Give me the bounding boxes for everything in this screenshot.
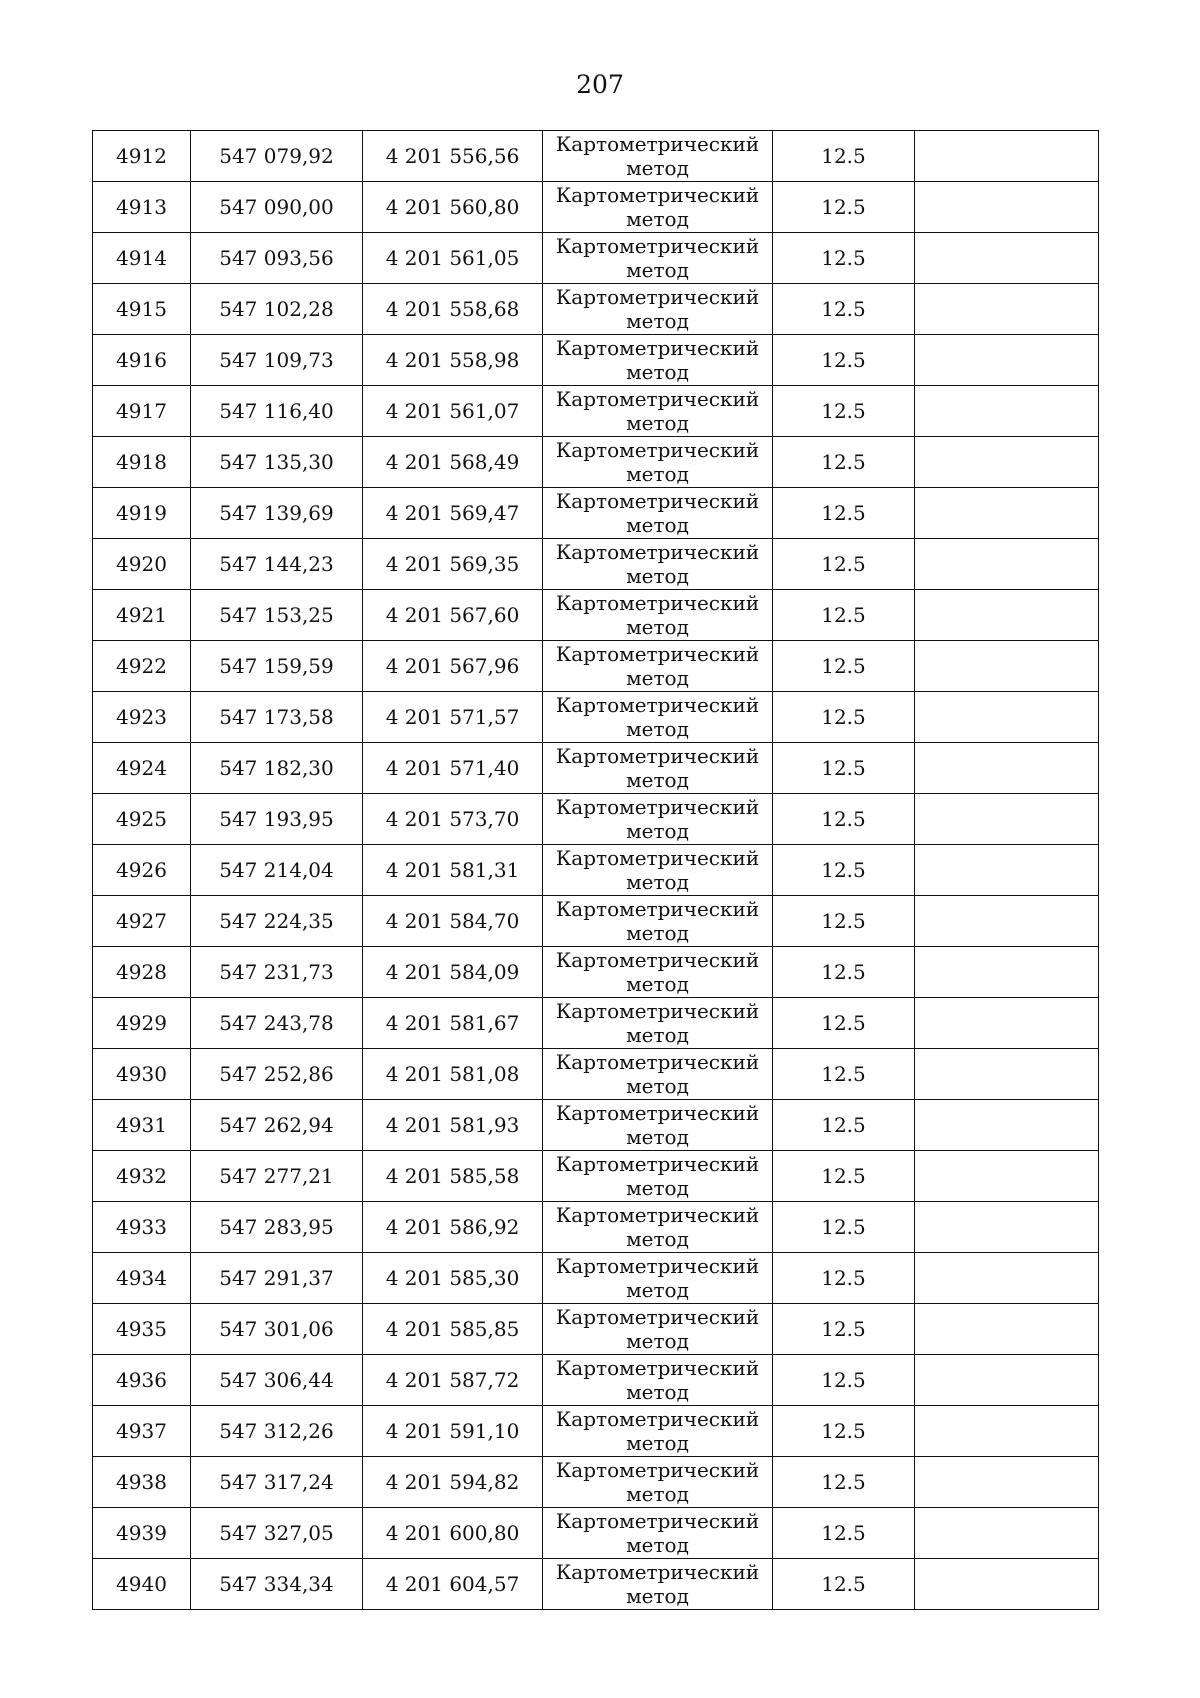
note-cell xyxy=(915,1559,1099,1610)
y-coordinate-cell: 4 201 567,60 xyxy=(363,590,543,641)
coordinates-table-body xyxy=(93,131,1099,1610)
x-coordinate-cell: 547 193,95 xyxy=(191,794,363,845)
y-coordinate-cell: 4 201 560,80 xyxy=(363,182,543,233)
method-line: метод xyxy=(626,615,689,639)
x-coordinate-cell: 547 139,69 xyxy=(191,488,363,539)
table-row xyxy=(93,335,1099,386)
method-line: метод xyxy=(626,1533,689,1557)
y-coordinate-cell: 4 201 584,09 xyxy=(363,947,543,998)
method-line: метод xyxy=(626,666,689,690)
accuracy-cell: 12.5 xyxy=(773,1559,915,1610)
point-number-cell: 4930 xyxy=(93,1049,191,1100)
method-line: Картометрический xyxy=(555,1407,760,1431)
method-cell xyxy=(543,182,773,233)
point-number-cell: 4939 xyxy=(93,1508,191,1559)
y-coordinate-cell: 4 201 567,96 xyxy=(363,641,543,692)
point-number-cell: 4916 xyxy=(93,335,191,386)
x-coordinate-cell: 547 317,24 xyxy=(191,1457,363,1508)
point-number-cell: 4928 xyxy=(93,947,191,998)
table-row xyxy=(93,896,1099,947)
method-cell xyxy=(543,131,773,182)
note-cell xyxy=(915,131,1099,182)
x-coordinate-cell: 547 252,86 xyxy=(191,1049,363,1100)
method-line: метод xyxy=(626,1023,689,1047)
note-cell xyxy=(915,947,1099,998)
point-number-cell: 4925 xyxy=(93,794,191,845)
accuracy-cell: 12.5 xyxy=(773,947,915,998)
y-coordinate-cell: 4 201 585,30 xyxy=(363,1253,543,1304)
x-coordinate-cell: 547 153,25 xyxy=(191,590,363,641)
table-row xyxy=(93,284,1099,335)
method-line: Картометрический xyxy=(555,795,760,819)
x-coordinate-cell: 547 306,44 xyxy=(191,1355,363,1406)
note-cell xyxy=(915,896,1099,947)
method-cell xyxy=(543,1202,773,1253)
y-coordinate-cell: 4 201 586,92 xyxy=(363,1202,543,1253)
method-line: Картометрический xyxy=(555,1560,760,1584)
note-cell xyxy=(915,1355,1099,1406)
y-coordinate-cell: 4 201 569,35 xyxy=(363,539,543,590)
accuracy-cell: 12.5 xyxy=(773,794,915,845)
method-line: Картометрический xyxy=(555,999,760,1023)
table-row xyxy=(93,590,1099,641)
table-row xyxy=(93,1406,1099,1457)
method-line: Картометрический xyxy=(555,1305,760,1329)
method-line: метод xyxy=(626,768,689,792)
point-number-cell: 4920 xyxy=(93,539,191,590)
method-cell xyxy=(543,590,773,641)
note-cell xyxy=(915,1049,1099,1100)
method-line: Картометрический xyxy=(555,387,760,411)
method-line: Картометрический xyxy=(555,1050,760,1074)
method-line: метод xyxy=(626,258,689,282)
accuracy-cell: 12.5 xyxy=(773,233,915,284)
method-cell xyxy=(543,743,773,794)
table-row xyxy=(93,641,1099,692)
point-number-cell: 4929 xyxy=(93,998,191,1049)
table-row xyxy=(93,1559,1099,1610)
y-coordinate-cell: 4 201 569,47 xyxy=(363,488,543,539)
method-cell xyxy=(543,1406,773,1457)
table-row xyxy=(93,437,1099,488)
table-row xyxy=(93,233,1099,284)
method-line: Картометрический xyxy=(555,1509,760,1533)
point-number-cell: 4935 xyxy=(93,1304,191,1355)
method-line: метод xyxy=(626,1176,689,1200)
x-coordinate-cell: 547 159,59 xyxy=(191,641,363,692)
accuracy-cell: 12.5 xyxy=(773,182,915,233)
accuracy-cell: 12.5 xyxy=(773,1100,915,1151)
point-number-cell: 4937 xyxy=(93,1406,191,1457)
table-row xyxy=(93,1457,1099,1508)
y-coordinate-cell: 4 201 571,40 xyxy=(363,743,543,794)
method-line: метод xyxy=(626,1380,689,1404)
method-cell xyxy=(543,641,773,692)
note-cell xyxy=(915,437,1099,488)
point-number-cell: 4924 xyxy=(93,743,191,794)
y-coordinate-cell: 4 201 568,49 xyxy=(363,437,543,488)
table-row xyxy=(93,1253,1099,1304)
method-cell xyxy=(543,386,773,437)
method-line: Картометрический xyxy=(555,693,760,717)
note-cell xyxy=(915,233,1099,284)
note-cell xyxy=(915,743,1099,794)
method-line: Картометрический xyxy=(555,285,760,309)
x-coordinate-cell: 547 334,34 xyxy=(191,1559,363,1610)
point-number-cell: 4931 xyxy=(93,1100,191,1151)
method-line: метод xyxy=(626,1227,689,1251)
method-line: Картометрический xyxy=(555,540,760,564)
note-cell xyxy=(915,1202,1099,1253)
method-line: метод xyxy=(626,1584,689,1608)
method-cell xyxy=(543,1508,773,1559)
note-cell xyxy=(915,335,1099,386)
method-line: Картометрический xyxy=(555,642,760,666)
x-coordinate-cell: 547 090,00 xyxy=(191,182,363,233)
method-line: Картометрический xyxy=(555,336,760,360)
x-coordinate-cell: 547 262,94 xyxy=(191,1100,363,1151)
table-row xyxy=(93,488,1099,539)
method-cell xyxy=(543,233,773,284)
accuracy-cell: 12.5 xyxy=(773,1355,915,1406)
table-row xyxy=(93,743,1099,794)
note-cell xyxy=(915,845,1099,896)
method-line: Картометрический xyxy=(555,1101,760,1125)
x-coordinate-cell: 547 224,35 xyxy=(191,896,363,947)
point-number-cell: 4936 xyxy=(93,1355,191,1406)
note-cell xyxy=(915,1151,1099,1202)
table-row xyxy=(93,1049,1099,1100)
x-coordinate-cell: 547 135,30 xyxy=(191,437,363,488)
accuracy-cell: 12.5 xyxy=(773,1304,915,1355)
note-cell xyxy=(915,1304,1099,1355)
point-number-cell: 4926 xyxy=(93,845,191,896)
coordinates-table xyxy=(92,130,1099,1610)
method-line: метод xyxy=(626,360,689,384)
method-line: Картометрический xyxy=(555,234,760,258)
method-line: метод xyxy=(626,564,689,588)
accuracy-cell: 12.5 xyxy=(773,845,915,896)
y-coordinate-cell: 4 201 604,57 xyxy=(363,1559,543,1610)
point-number-cell: 4932 xyxy=(93,1151,191,1202)
y-coordinate-cell: 4 201 573,70 xyxy=(363,794,543,845)
accuracy-cell: 12.5 xyxy=(773,1457,915,1508)
method-cell xyxy=(543,794,773,845)
table-row xyxy=(93,539,1099,590)
method-cell xyxy=(543,284,773,335)
method-line: Картометрический xyxy=(555,132,760,156)
note-cell xyxy=(915,692,1099,743)
accuracy-cell: 12.5 xyxy=(773,590,915,641)
x-coordinate-cell: 547 093,56 xyxy=(191,233,363,284)
point-number-cell: 4934 xyxy=(93,1253,191,1304)
accuracy-cell: 12.5 xyxy=(773,488,915,539)
table-row xyxy=(93,845,1099,896)
accuracy-cell: 12.5 xyxy=(773,1406,915,1457)
x-coordinate-cell: 547 231,73 xyxy=(191,947,363,998)
y-coordinate-cell: 4 201 585,85 xyxy=(363,1304,543,1355)
note-cell xyxy=(915,182,1099,233)
x-coordinate-cell: 547 291,37 xyxy=(191,1253,363,1304)
accuracy-cell: 12.5 xyxy=(773,896,915,947)
table-row xyxy=(93,1355,1099,1406)
method-cell xyxy=(543,845,773,896)
accuracy-cell: 12.5 xyxy=(773,1508,915,1559)
method-cell xyxy=(543,539,773,590)
y-coordinate-cell: 4 201 556,56 xyxy=(363,131,543,182)
table-row xyxy=(93,131,1099,182)
point-number-cell: 4913 xyxy=(93,182,191,233)
method-cell xyxy=(543,998,773,1049)
x-coordinate-cell: 547 301,06 xyxy=(191,1304,363,1355)
accuracy-cell: 12.5 xyxy=(773,1049,915,1100)
y-coordinate-cell: 4 201 584,70 xyxy=(363,896,543,947)
x-coordinate-cell: 547 243,78 xyxy=(191,998,363,1049)
x-coordinate-cell: 547 116,40 xyxy=(191,386,363,437)
note-cell xyxy=(915,1100,1099,1151)
accuracy-cell: 12.5 xyxy=(773,743,915,794)
method-line: метод xyxy=(626,1431,689,1455)
note-cell xyxy=(915,1457,1099,1508)
method-line: Картометрический xyxy=(555,489,760,513)
y-coordinate-cell: 4 201 585,58 xyxy=(363,1151,543,1202)
method-line: Картометрический xyxy=(555,183,760,207)
method-line: Картометрический xyxy=(555,1254,760,1278)
y-coordinate-cell: 4 201 594,82 xyxy=(363,1457,543,1508)
point-number-cell: 4918 xyxy=(93,437,191,488)
table-row xyxy=(93,794,1099,845)
note-cell xyxy=(915,1508,1099,1559)
note-cell xyxy=(915,386,1099,437)
y-coordinate-cell: 4 201 571,57 xyxy=(363,692,543,743)
note-cell xyxy=(915,539,1099,590)
note-cell xyxy=(915,998,1099,1049)
x-coordinate-cell: 547 283,95 xyxy=(191,1202,363,1253)
accuracy-cell: 12.5 xyxy=(773,1253,915,1304)
method-line: метод xyxy=(626,411,689,435)
table-row xyxy=(93,947,1099,998)
method-cell xyxy=(543,1559,773,1610)
accuracy-cell: 12.5 xyxy=(773,692,915,743)
method-line: Картометрический xyxy=(555,1203,760,1227)
note-cell xyxy=(915,641,1099,692)
accuracy-cell: 12.5 xyxy=(773,1202,915,1253)
note-cell xyxy=(915,1253,1099,1304)
x-coordinate-cell: 547 214,04 xyxy=(191,845,363,896)
point-number-cell: 4921 xyxy=(93,590,191,641)
accuracy-cell: 12.5 xyxy=(773,386,915,437)
accuracy-cell: 12.5 xyxy=(773,131,915,182)
method-line: Картометрический xyxy=(555,1356,760,1380)
y-coordinate-cell: 4 201 581,93 xyxy=(363,1100,543,1151)
y-coordinate-cell: 4 201 587,72 xyxy=(363,1355,543,1406)
x-coordinate-cell: 547 102,28 xyxy=(191,284,363,335)
method-cell xyxy=(543,1100,773,1151)
method-line: метод xyxy=(626,513,689,537)
table-row xyxy=(93,692,1099,743)
x-coordinate-cell: 547 173,58 xyxy=(191,692,363,743)
method-line: метод xyxy=(626,921,689,945)
method-cell xyxy=(543,896,773,947)
method-cell xyxy=(543,1049,773,1100)
method-line: метод xyxy=(626,462,689,486)
table-row xyxy=(93,1100,1099,1151)
method-line: метод xyxy=(626,717,689,741)
method-cell xyxy=(543,692,773,743)
method-line: Картометрический xyxy=(555,591,760,615)
x-coordinate-cell: 547 079,92 xyxy=(191,131,363,182)
x-coordinate-cell: 547 327,05 xyxy=(191,1508,363,1559)
y-coordinate-cell: 4 201 561,07 xyxy=(363,386,543,437)
accuracy-cell: 12.5 xyxy=(773,641,915,692)
y-coordinate-cell: 4 201 591,10 xyxy=(363,1406,543,1457)
y-coordinate-cell: 4 201 581,31 xyxy=(363,845,543,896)
method-line: Картометрический xyxy=(555,948,760,972)
note-cell xyxy=(915,590,1099,641)
method-cell xyxy=(543,437,773,488)
method-line: метод xyxy=(626,1074,689,1098)
x-coordinate-cell: 547 277,21 xyxy=(191,1151,363,1202)
y-coordinate-cell: 4 201 561,05 xyxy=(363,233,543,284)
method-line: Картометрический xyxy=(555,1152,760,1176)
y-coordinate-cell: 4 201 600,80 xyxy=(363,1508,543,1559)
method-line: метод xyxy=(626,1125,689,1149)
y-coordinate-cell: 4 201 558,68 xyxy=(363,284,543,335)
method-cell xyxy=(543,335,773,386)
table-row xyxy=(93,182,1099,233)
method-line: Картометрический xyxy=(555,744,760,768)
point-number-cell: 4922 xyxy=(93,641,191,692)
accuracy-cell: 12.5 xyxy=(773,437,915,488)
table-row xyxy=(93,1508,1099,1559)
method-cell xyxy=(543,1151,773,1202)
table-row xyxy=(93,998,1099,1049)
method-line: Картометрический xyxy=(555,438,760,462)
method-line: метод xyxy=(626,1482,689,1506)
method-cell xyxy=(543,1253,773,1304)
note-cell xyxy=(915,284,1099,335)
method-line: Картометрический xyxy=(555,846,760,870)
x-coordinate-cell: 547 312,26 xyxy=(191,1406,363,1457)
method-line: метод xyxy=(626,972,689,996)
page-number: 207 xyxy=(576,70,624,99)
x-coordinate-cell: 547 182,30 xyxy=(191,743,363,794)
method-line: метод xyxy=(626,207,689,231)
method-line: Картометрический xyxy=(555,897,760,921)
method-cell xyxy=(543,1457,773,1508)
method-line: метод xyxy=(626,1329,689,1353)
table-row xyxy=(93,1304,1099,1355)
accuracy-cell: 12.5 xyxy=(773,1151,915,1202)
point-number-cell: 4940 xyxy=(93,1559,191,1610)
x-coordinate-cell: 547 144,23 xyxy=(191,539,363,590)
method-line: метод xyxy=(626,870,689,894)
point-number-cell: 4923 xyxy=(93,692,191,743)
y-coordinate-cell: 4 201 558,98 xyxy=(363,335,543,386)
accuracy-cell: 12.5 xyxy=(773,335,915,386)
point-number-cell: 4933 xyxy=(93,1202,191,1253)
note-cell xyxy=(915,794,1099,845)
y-coordinate-cell: 4 201 581,08 xyxy=(363,1049,543,1100)
method-cell xyxy=(543,1304,773,1355)
note-cell xyxy=(915,488,1099,539)
table-row xyxy=(93,1151,1099,1202)
y-coordinate-cell: 4 201 581,67 xyxy=(363,998,543,1049)
point-number-cell: 4915 xyxy=(93,284,191,335)
point-number-cell: 4927 xyxy=(93,896,191,947)
point-number-cell: 4919 xyxy=(93,488,191,539)
point-number-cell: 4914 xyxy=(93,233,191,284)
accuracy-cell: 12.5 xyxy=(773,284,915,335)
method-line: метод xyxy=(626,309,689,333)
method-line: метод xyxy=(626,819,689,843)
accuracy-cell: 12.5 xyxy=(773,998,915,1049)
point-number-cell: 4917 xyxy=(93,386,191,437)
method-cell xyxy=(543,947,773,998)
x-coordinate-cell: 547 109,73 xyxy=(191,335,363,386)
method-line: Картометрический xyxy=(555,1458,760,1482)
table-row xyxy=(93,1202,1099,1253)
table-row xyxy=(93,386,1099,437)
note-cell xyxy=(915,1406,1099,1457)
method-cell xyxy=(543,488,773,539)
point-number-cell: 4912 xyxy=(93,131,191,182)
accuracy-cell: 12.5 xyxy=(773,539,915,590)
method-line: метод xyxy=(626,156,689,180)
point-number-cell: 4938 xyxy=(93,1457,191,1508)
method-line: метод xyxy=(626,1278,689,1302)
method-cell xyxy=(543,1355,773,1406)
